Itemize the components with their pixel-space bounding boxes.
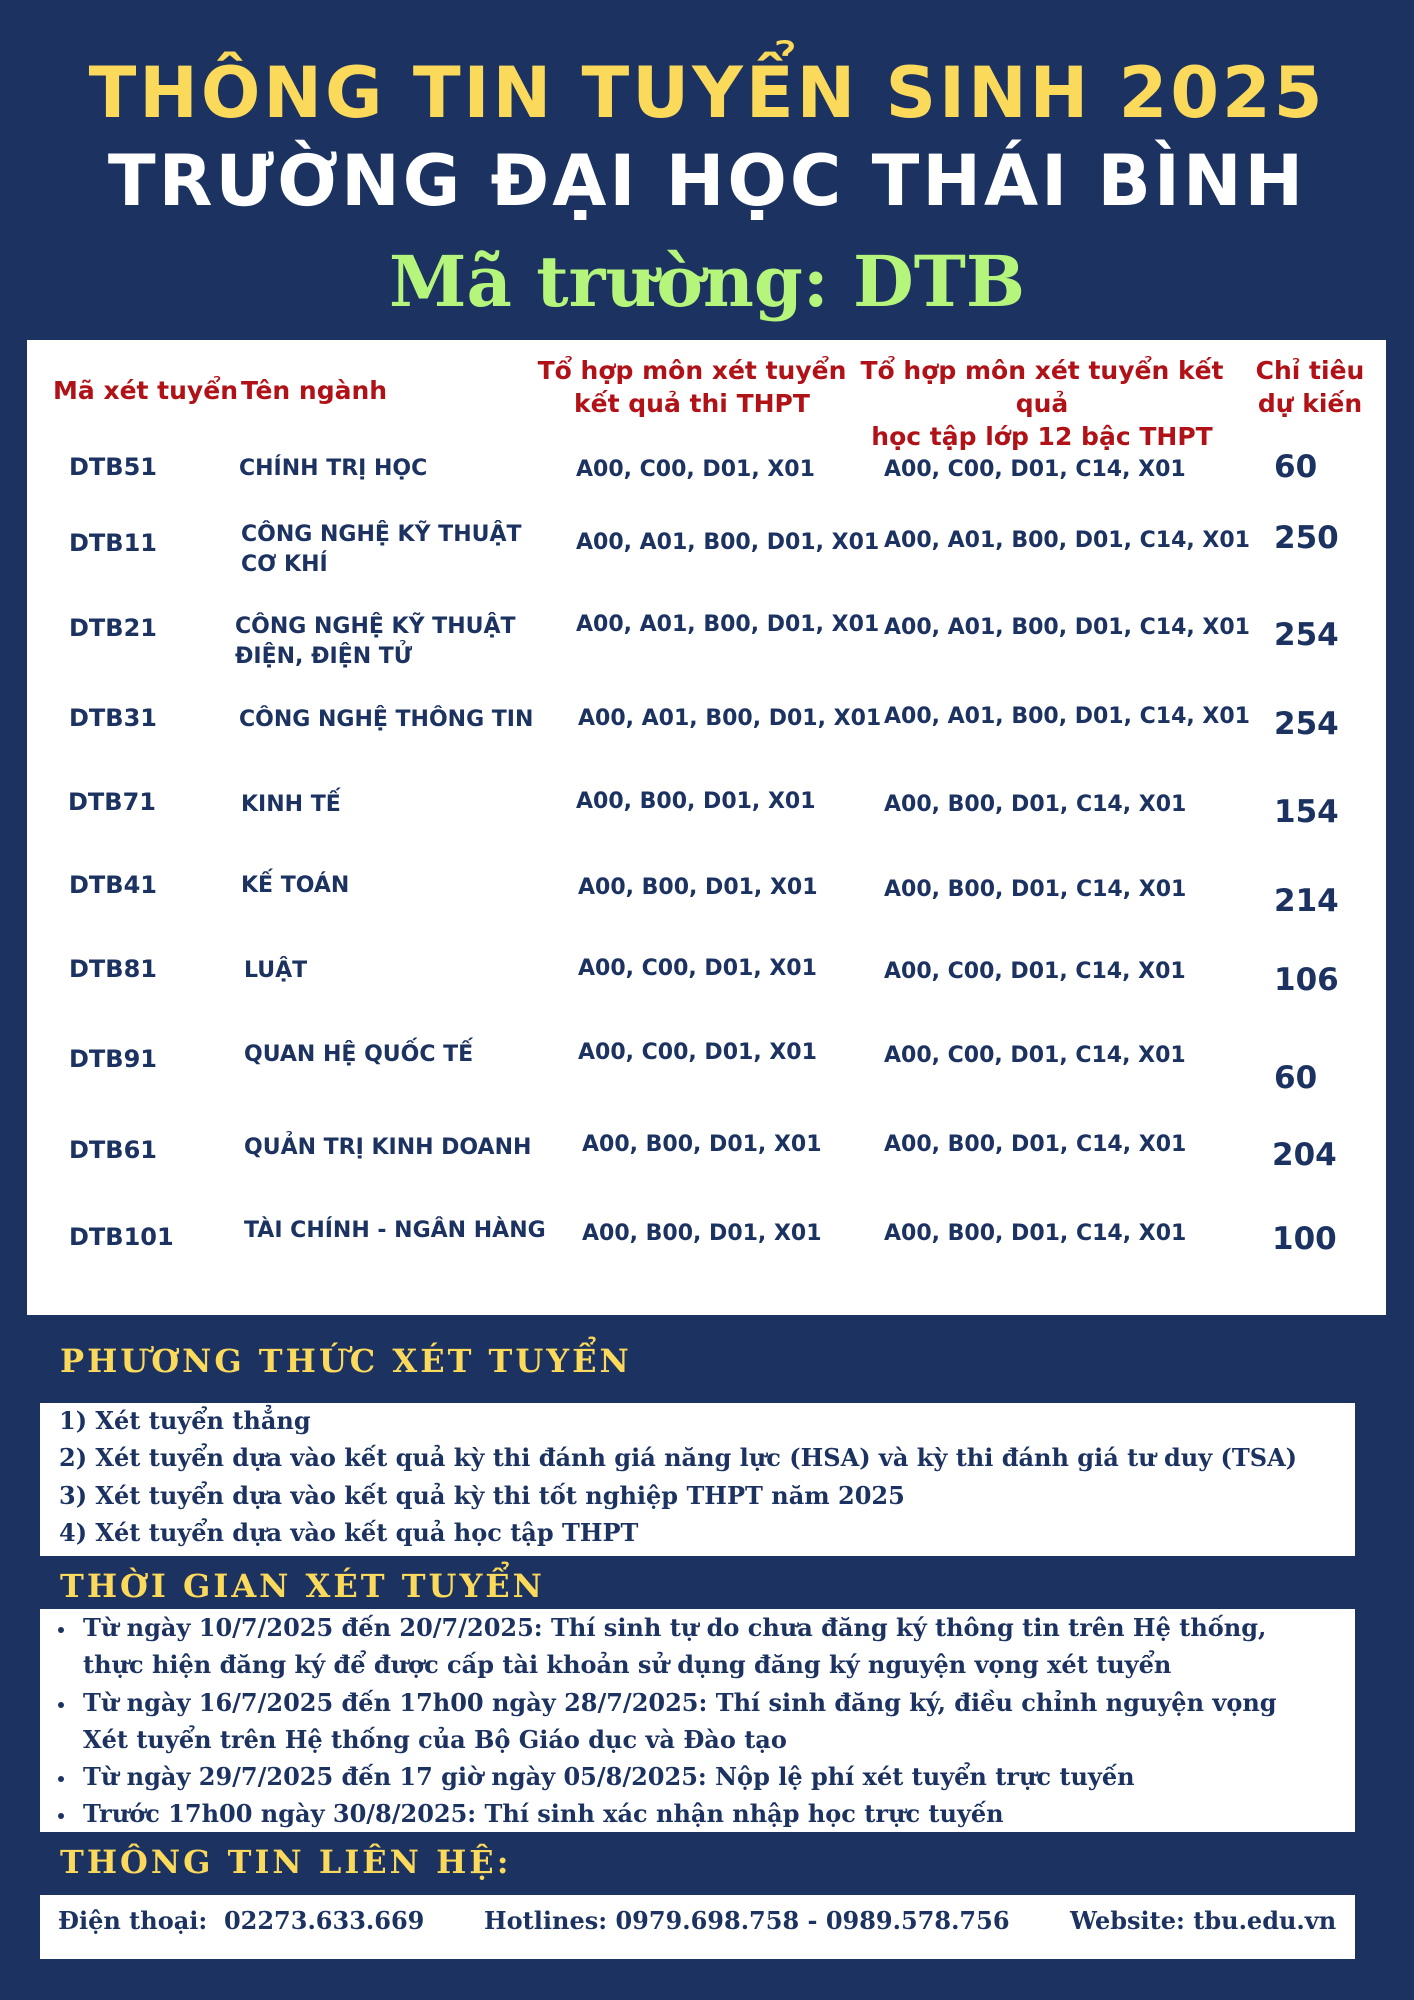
method-item: 4) Xét tuyển dựa vào kết quả học tập THPT bbox=[59, 1518, 639, 1547]
row-quota: 214 bbox=[1274, 883, 1339, 919]
row-code: DTB61 bbox=[69, 1136, 157, 1164]
methods-title: PHƯƠNG THỨC XÉT TUYỂN bbox=[60, 1342, 632, 1380]
row-quota: 60 bbox=[1274, 449, 1318, 485]
header-grade12: Tổ hợp môn xét tuyển kết quả học tập lớp 12 bậc THPT bbox=[860, 356, 1224, 451]
method-item: 1) Xét tuyển thẳng bbox=[59, 1406, 311, 1435]
poster-title: THÔNG TIN TUYỂN SINH 2025 bbox=[88, 52, 1326, 134]
row-thpt: A00, B00, D01, X01 bbox=[576, 789, 816, 814]
row-major: CHÍNH TRỊ HỌC bbox=[239, 456, 428, 481]
row-grade12: A00, C00, D01, C14, X01 bbox=[884, 1043, 1186, 1068]
row-major: QUẢN TRỊ KINH DOANH bbox=[244, 1135, 532, 1160]
row-code: DTB11 bbox=[69, 529, 157, 557]
majors-table bbox=[27, 340, 1386, 1315]
row-grade12: A00, A01, B00, D01, C14, X01 bbox=[884, 528, 1250, 553]
row-code: DTB21 bbox=[69, 614, 157, 642]
row-quota: 204 bbox=[1272, 1137, 1337, 1173]
row-code: DTB31 bbox=[69, 704, 157, 732]
row-grade12: A00, C00, D01, C14, X01 bbox=[884, 457, 1186, 482]
row-grade12: A00, A01, B00, D01, C14, X01 bbox=[884, 615, 1250, 640]
row-quota: 250 bbox=[1274, 520, 1339, 556]
schedule-item: Từ ngày 10/7/2025 đến 20/7/2025: Thí sinh tự do chưa đăng ký thông tin trên Hệ thống, bbox=[83, 1613, 1267, 1642]
header-thpt: Tổ hợp môn xét tuyển kết quả thi THPT bbox=[537, 356, 847, 418]
row-quota: 154 bbox=[1274, 794, 1339, 830]
row-thpt: A00, C00, D01, X01 bbox=[578, 956, 817, 981]
row-code: DTB81 bbox=[69, 955, 157, 983]
schedule-item-cont: thực hiện đăng ký để được cấp tài khoản sử dụng đăng ký nguyện vọng xét tuyển bbox=[83, 1650, 1172, 1679]
header-major: Tên ngành bbox=[241, 376, 388, 405]
row-thpt: A00, B00, D01, X01 bbox=[582, 1132, 822, 1157]
row-major: QUAN HỆ QUỐC TẾ bbox=[244, 1042, 474, 1067]
contact-phone: Điện thoại: 02273.633.669 bbox=[58, 1906, 425, 1935]
schedule-item: Từ ngày 29/7/2025 đến 17 giờ ngày 05/8/2025: Nộp lệ phí xét tuyển trực tuyến bbox=[83, 1762, 1135, 1791]
row-code: DTB51 bbox=[69, 453, 157, 481]
row-thpt: A00, B00, D01, X01 bbox=[578, 875, 818, 900]
school-code: Mã trường: DTB bbox=[388, 240, 1025, 323]
row-code: DTB101 bbox=[69, 1223, 174, 1251]
row-quota: 254 bbox=[1274, 617, 1339, 653]
row-code: DTB91 bbox=[69, 1045, 157, 1073]
row-major: CÔNG NGHỆ THÔNG TIN bbox=[239, 707, 534, 732]
university-name: TRƯỜNG ĐẠI HỌC THÁI BÌNH bbox=[107, 140, 1307, 222]
row-thpt: A00, A01, B00, D01, X01 bbox=[576, 530, 880, 555]
row-major: LUẬT bbox=[244, 958, 308, 983]
row-code: DTB71 bbox=[68, 788, 156, 816]
row-thpt: A00, C00, D01, X01 bbox=[578, 1040, 817, 1065]
row-major: KINH TẾ bbox=[241, 792, 341, 817]
row-thpt: A00, C00, D01, X01 bbox=[576, 457, 815, 482]
row-quota: 100 bbox=[1272, 1221, 1337, 1257]
row-grade12: A00, C00, D01, C14, X01 bbox=[884, 959, 1186, 984]
row-code: DTB41 bbox=[69, 871, 157, 899]
row-major: CÔNG NGHỆ KỸ THUẬT CƠ KHÍ bbox=[241, 522, 522, 577]
row-quota: 106 bbox=[1274, 962, 1339, 998]
schedule-item: Từ ngày 16/7/2025 đến 17h00 ngày 28/7/2025: Thí sinh đăng ký, điều chỉnh nguyện vọng bbox=[83, 1688, 1277, 1717]
method-item: 3) Xét tuyển dựa vào kết quả kỳ thi tốt nghiệp THPT năm 2025 bbox=[59, 1481, 905, 1510]
row-grade12: A00, B00, D01, C14, X01 bbox=[884, 1132, 1187, 1157]
schedule-item-cont: Xét tuyển trên Hệ thống của Bộ Giáo dục và Đào tạo bbox=[83, 1725, 787, 1754]
header-code: Mã xét tuyển bbox=[53, 376, 238, 405]
row-major: KẾ TOÁN bbox=[241, 873, 350, 898]
bullet-icon bbox=[58, 1627, 64, 1633]
row-thpt: A00, B00, D01, X01 bbox=[582, 1221, 822, 1246]
contact-hotlines: Hotlines: 0979.698.758 - 0989.578.756 bbox=[484, 1906, 1010, 1935]
row-grade12: A00, B00, D01, C14, X01 bbox=[884, 877, 1187, 902]
row-grade12: A00, B00, D01, C14, X01 bbox=[884, 1221, 1187, 1246]
schedule-item: Trước 17h00 ngày 30/8/2025: Thí sinh xác nhận nhập học trực tuyến bbox=[83, 1799, 1004, 1828]
row-grade12: A00, B00, D01, C14, X01 bbox=[884, 792, 1187, 817]
bullet-icon bbox=[58, 1702, 64, 1708]
row-quota: 254 bbox=[1274, 706, 1339, 742]
header-quota: Chỉ tiêu dự kiến bbox=[1255, 356, 1365, 418]
method-item: 2) Xét tuyển dựa vào kết quả kỳ thi đánh giá năng lực (HSA) và kỳ thi đánh giá tư duy (TSA) bbox=[59, 1443, 1298, 1472]
contact-title: THÔNG TIN LIÊN HỆ: bbox=[60, 1843, 512, 1881]
row-grade12: A00, A01, B00, D01, C14, X01 bbox=[884, 704, 1250, 729]
row-major: TÀI CHÍNH - NGÂN HÀNG bbox=[244, 1218, 546, 1243]
bullet-icon bbox=[58, 1776, 64, 1782]
contact-website: Website: tbu.edu.vn bbox=[1070, 1906, 1337, 1935]
row-quota: 60 bbox=[1274, 1060, 1318, 1096]
bullet-icon bbox=[58, 1813, 64, 1819]
row-major: CÔNG NGHỆ KỸ THUẬT ĐIỆN, ĐIỆN TỬ bbox=[235, 614, 516, 669]
row-thpt: A00, A01, B00, D01, X01 bbox=[578, 706, 882, 731]
schedule-title: THỜI GIAN XÉT TUYỂN bbox=[60, 1567, 545, 1605]
row-thpt: A00, A01, B00, D01, X01 bbox=[576, 612, 880, 637]
